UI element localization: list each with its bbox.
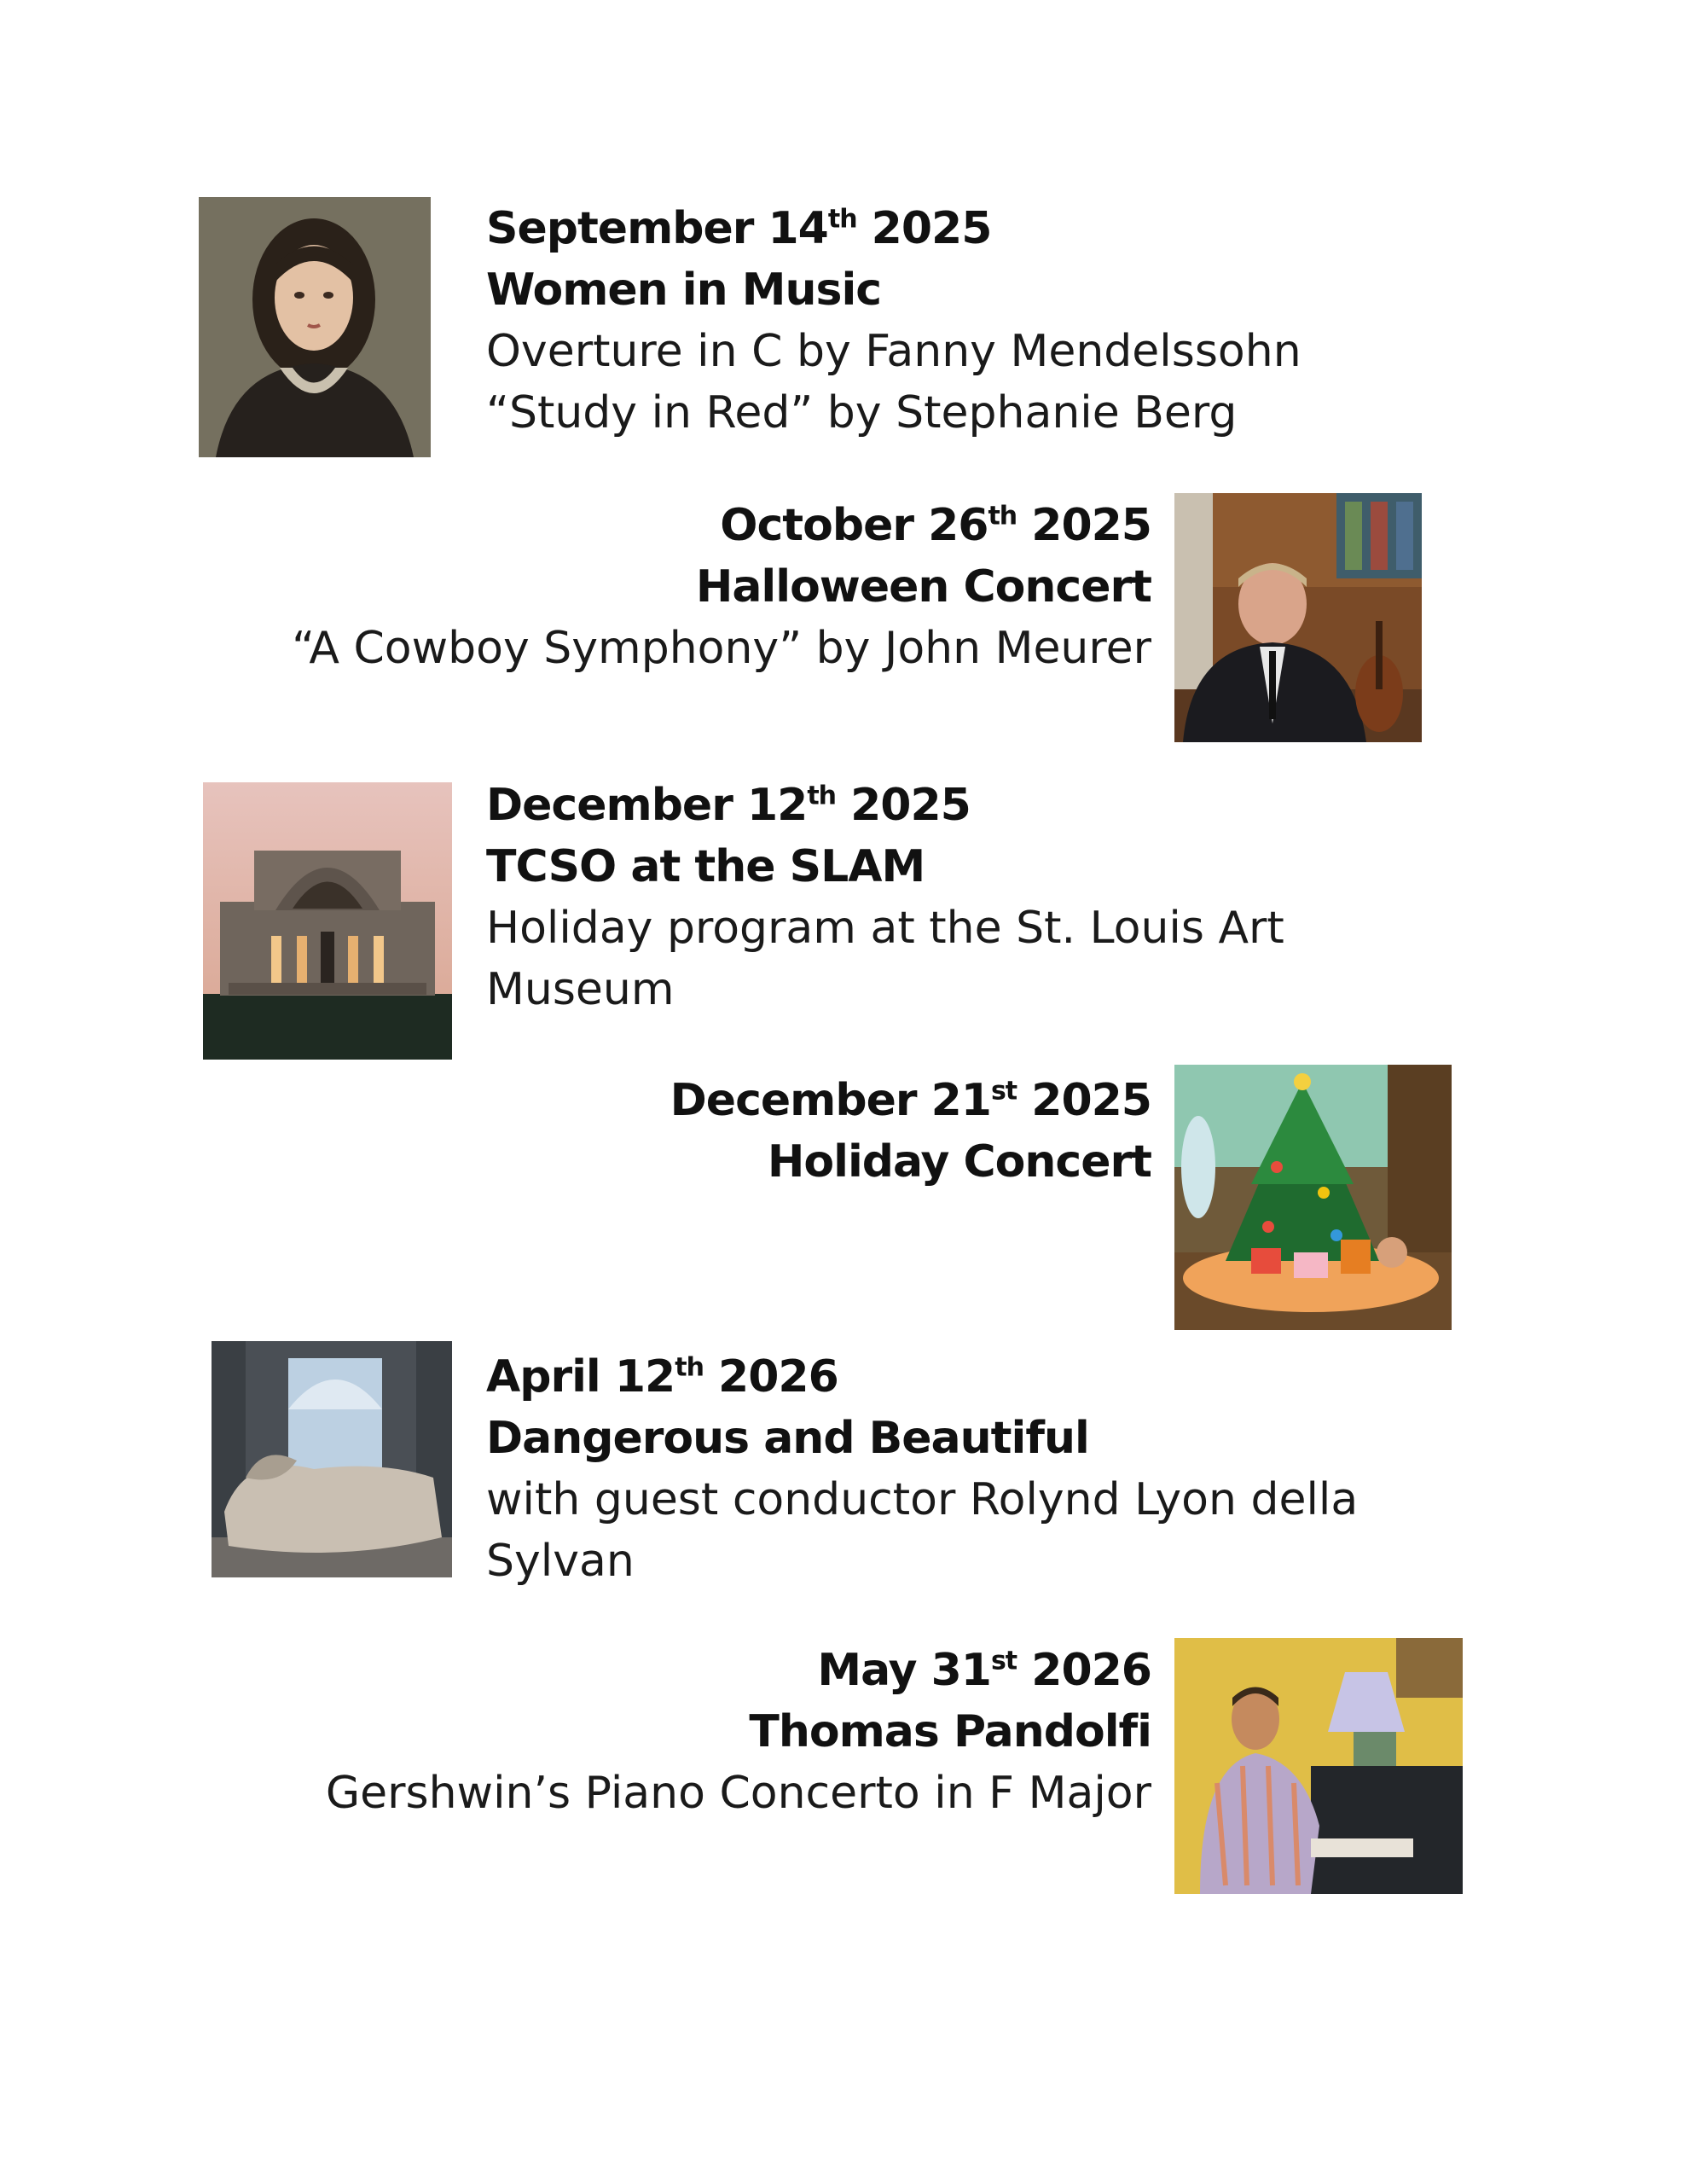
event-3-line: Holiday program at the St. Louis Art Museum bbox=[486, 903, 1284, 1015]
event-6-line: Gershwin’s Piano Concerto in F Major bbox=[325, 1768, 1151, 1819]
event-4-date: December 21st 2025 bbox=[670, 1075, 1151, 1126]
event-1-line: “Study in Red” by Stephanie Berg bbox=[486, 387, 1238, 439]
st-louis-art-museum-photo bbox=[203, 782, 452, 1060]
event-2-line: “A Cowboy Symphony” by John Meurer bbox=[292, 623, 1151, 674]
john-meurer-photo bbox=[1174, 493, 1422, 742]
event-6-title: Thomas Pandolfi bbox=[749, 1706, 1151, 1757]
pianist-painting bbox=[1174, 1638, 1463, 1894]
event-2-date: October 26th 2025 bbox=[720, 500, 1151, 551]
event-5-line: with guest conductor Rolynd Lyon della Sylvan bbox=[486, 1474, 1359, 1587]
event-3-text bbox=[486, 775, 1467, 1020]
event-5-title: Dangerous and Beautiful bbox=[486, 1413, 1089, 1464]
event-6-text bbox=[171, 1640, 1151, 1824]
event-2-title: Halloween Concert bbox=[695, 561, 1151, 613]
holiday-tree-illustration bbox=[1174, 1065, 1452, 1330]
event-6-date: May 31st 2026 bbox=[817, 1645, 1151, 1696]
event-5-date: April 12th 2026 bbox=[486, 1351, 838, 1403]
event-2-text bbox=[171, 495, 1151, 679]
fanny-mendelssohn-portrait bbox=[199, 197, 431, 457]
event-1-title: Women in Music bbox=[486, 264, 882, 316]
event-1-date: September 14th 2025 bbox=[486, 203, 992, 254]
event-3-date: December 12th 2025 bbox=[486, 780, 971, 831]
event-1-text bbox=[486, 198, 1339, 444]
sculpture-gallery-photo bbox=[212, 1341, 452, 1577]
event-5-text bbox=[486, 1346, 1467, 1592]
event-4-title: Holiday Concert bbox=[767, 1136, 1151, 1188]
event-3-title: TCSO at the SLAM bbox=[486, 841, 925, 892]
event-1-line: Overture in C by Fanny Mendelssohn bbox=[486, 326, 1301, 377]
event-4-text bbox=[171, 1070, 1151, 1193]
